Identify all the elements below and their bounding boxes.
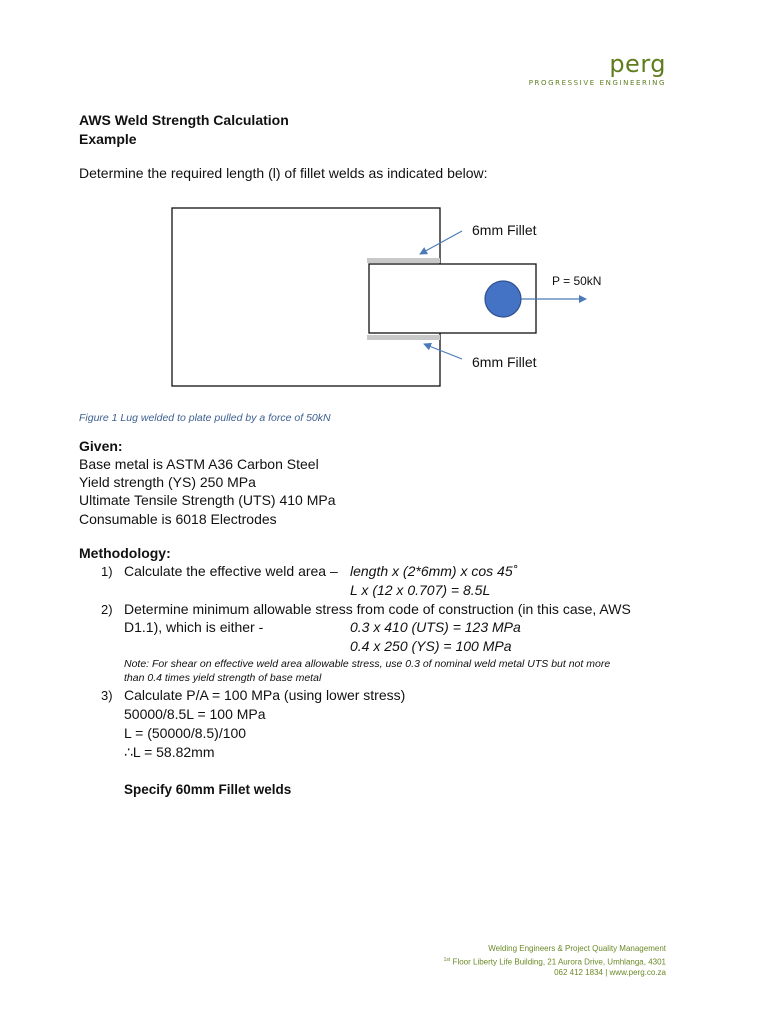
step-2-number: 2) xyxy=(101,602,113,617)
step-2-text-2: D1.1), which is either - xyxy=(124,619,264,635)
company-logo xyxy=(529,52,666,87)
step-3-number: 3) xyxy=(101,688,113,703)
footer-line-1: Welding Engineers & Project Quality Management xyxy=(488,944,666,953)
step-1-text: Calculate the effective weld area – xyxy=(124,563,338,579)
figure-caption: Figure 1 Lug welded to plate pulled by a force of 50kN xyxy=(79,412,331,424)
weld-bottom xyxy=(367,335,440,340)
footer-address: Floor Liberty Life Building, 21 Aurora Drive, Umhlanga, 4301 xyxy=(450,957,666,967)
methodology-heading: Methodology: xyxy=(79,545,171,561)
step-1-formula-2: L x (12 x 0.707) = 8.5L xyxy=(350,582,491,598)
weld-top xyxy=(367,258,440,263)
footer xyxy=(444,944,666,978)
step-2-formula-2: 0.4 x 250 (YS) = 100 MPa xyxy=(350,638,512,654)
weld-diagram xyxy=(170,204,620,394)
step-3-line: Calculate P/A = 100 MPa (using lower stress) xyxy=(124,687,406,703)
step-2-text-1: Determine minimum allowable stress from code of construction (in this case, AWS xyxy=(124,601,631,617)
note-line-2: than 0.4 times yield strength of base metal xyxy=(124,672,322,684)
force-label: P = 50kN xyxy=(552,274,602,288)
intro-text: Determine the required length (l) of fillet welds as indicated below: xyxy=(79,165,488,181)
step-3-line: 50000/8.5L = 100 MPa xyxy=(124,706,266,722)
given-line: Consumable is 6018 Electrodes xyxy=(79,511,277,527)
title-line-1: AWS Weld Strength Calculation xyxy=(79,112,289,128)
step-3-line: ∴L = 58.82mm xyxy=(124,744,215,760)
step-2-formula-1: 0.3 x 410 (UTS) = 123 MPa xyxy=(350,619,521,635)
given-line: Ultimate Tensile Strength (UTS) 410 MPa xyxy=(79,492,336,508)
note-line-1: Note: For shear on effective weld area allowable stress, use 0.3 of nominal weld metal UTS but not more xyxy=(124,658,611,670)
given-line: Yield strength (YS) 250 MPa xyxy=(79,474,256,490)
footer-line-2 xyxy=(444,955,666,968)
given-line: Base metal is ASTM A36 Carbon Steel xyxy=(79,456,319,472)
footer-line-3: 062 412 1834 | www.perg.co.za xyxy=(554,967,666,977)
pin-hole xyxy=(485,281,521,317)
document-title xyxy=(79,111,289,149)
given-heading: Given: xyxy=(79,438,123,454)
footer-floor-sup: 1st xyxy=(443,956,451,963)
step-3-line: L = (50000/8.5)/100 xyxy=(124,725,247,741)
step-1-number: 1) xyxy=(101,564,113,579)
step-1-formula-1: length x (2*6mm) x cos 45˚ xyxy=(350,563,518,579)
title-line-2: Example xyxy=(79,131,137,147)
logo-tagline: PROGRESSIVE ENGINEERING xyxy=(528,79,666,87)
fillet-bottom-label: 6mm Fillet xyxy=(472,354,537,370)
fillet-top-label: 6mm Fillet xyxy=(472,222,537,238)
logo-wordmark: perg xyxy=(609,50,666,78)
conclusion: Specify 60mm Fillet welds xyxy=(124,782,292,797)
step-2-note xyxy=(124,657,664,685)
